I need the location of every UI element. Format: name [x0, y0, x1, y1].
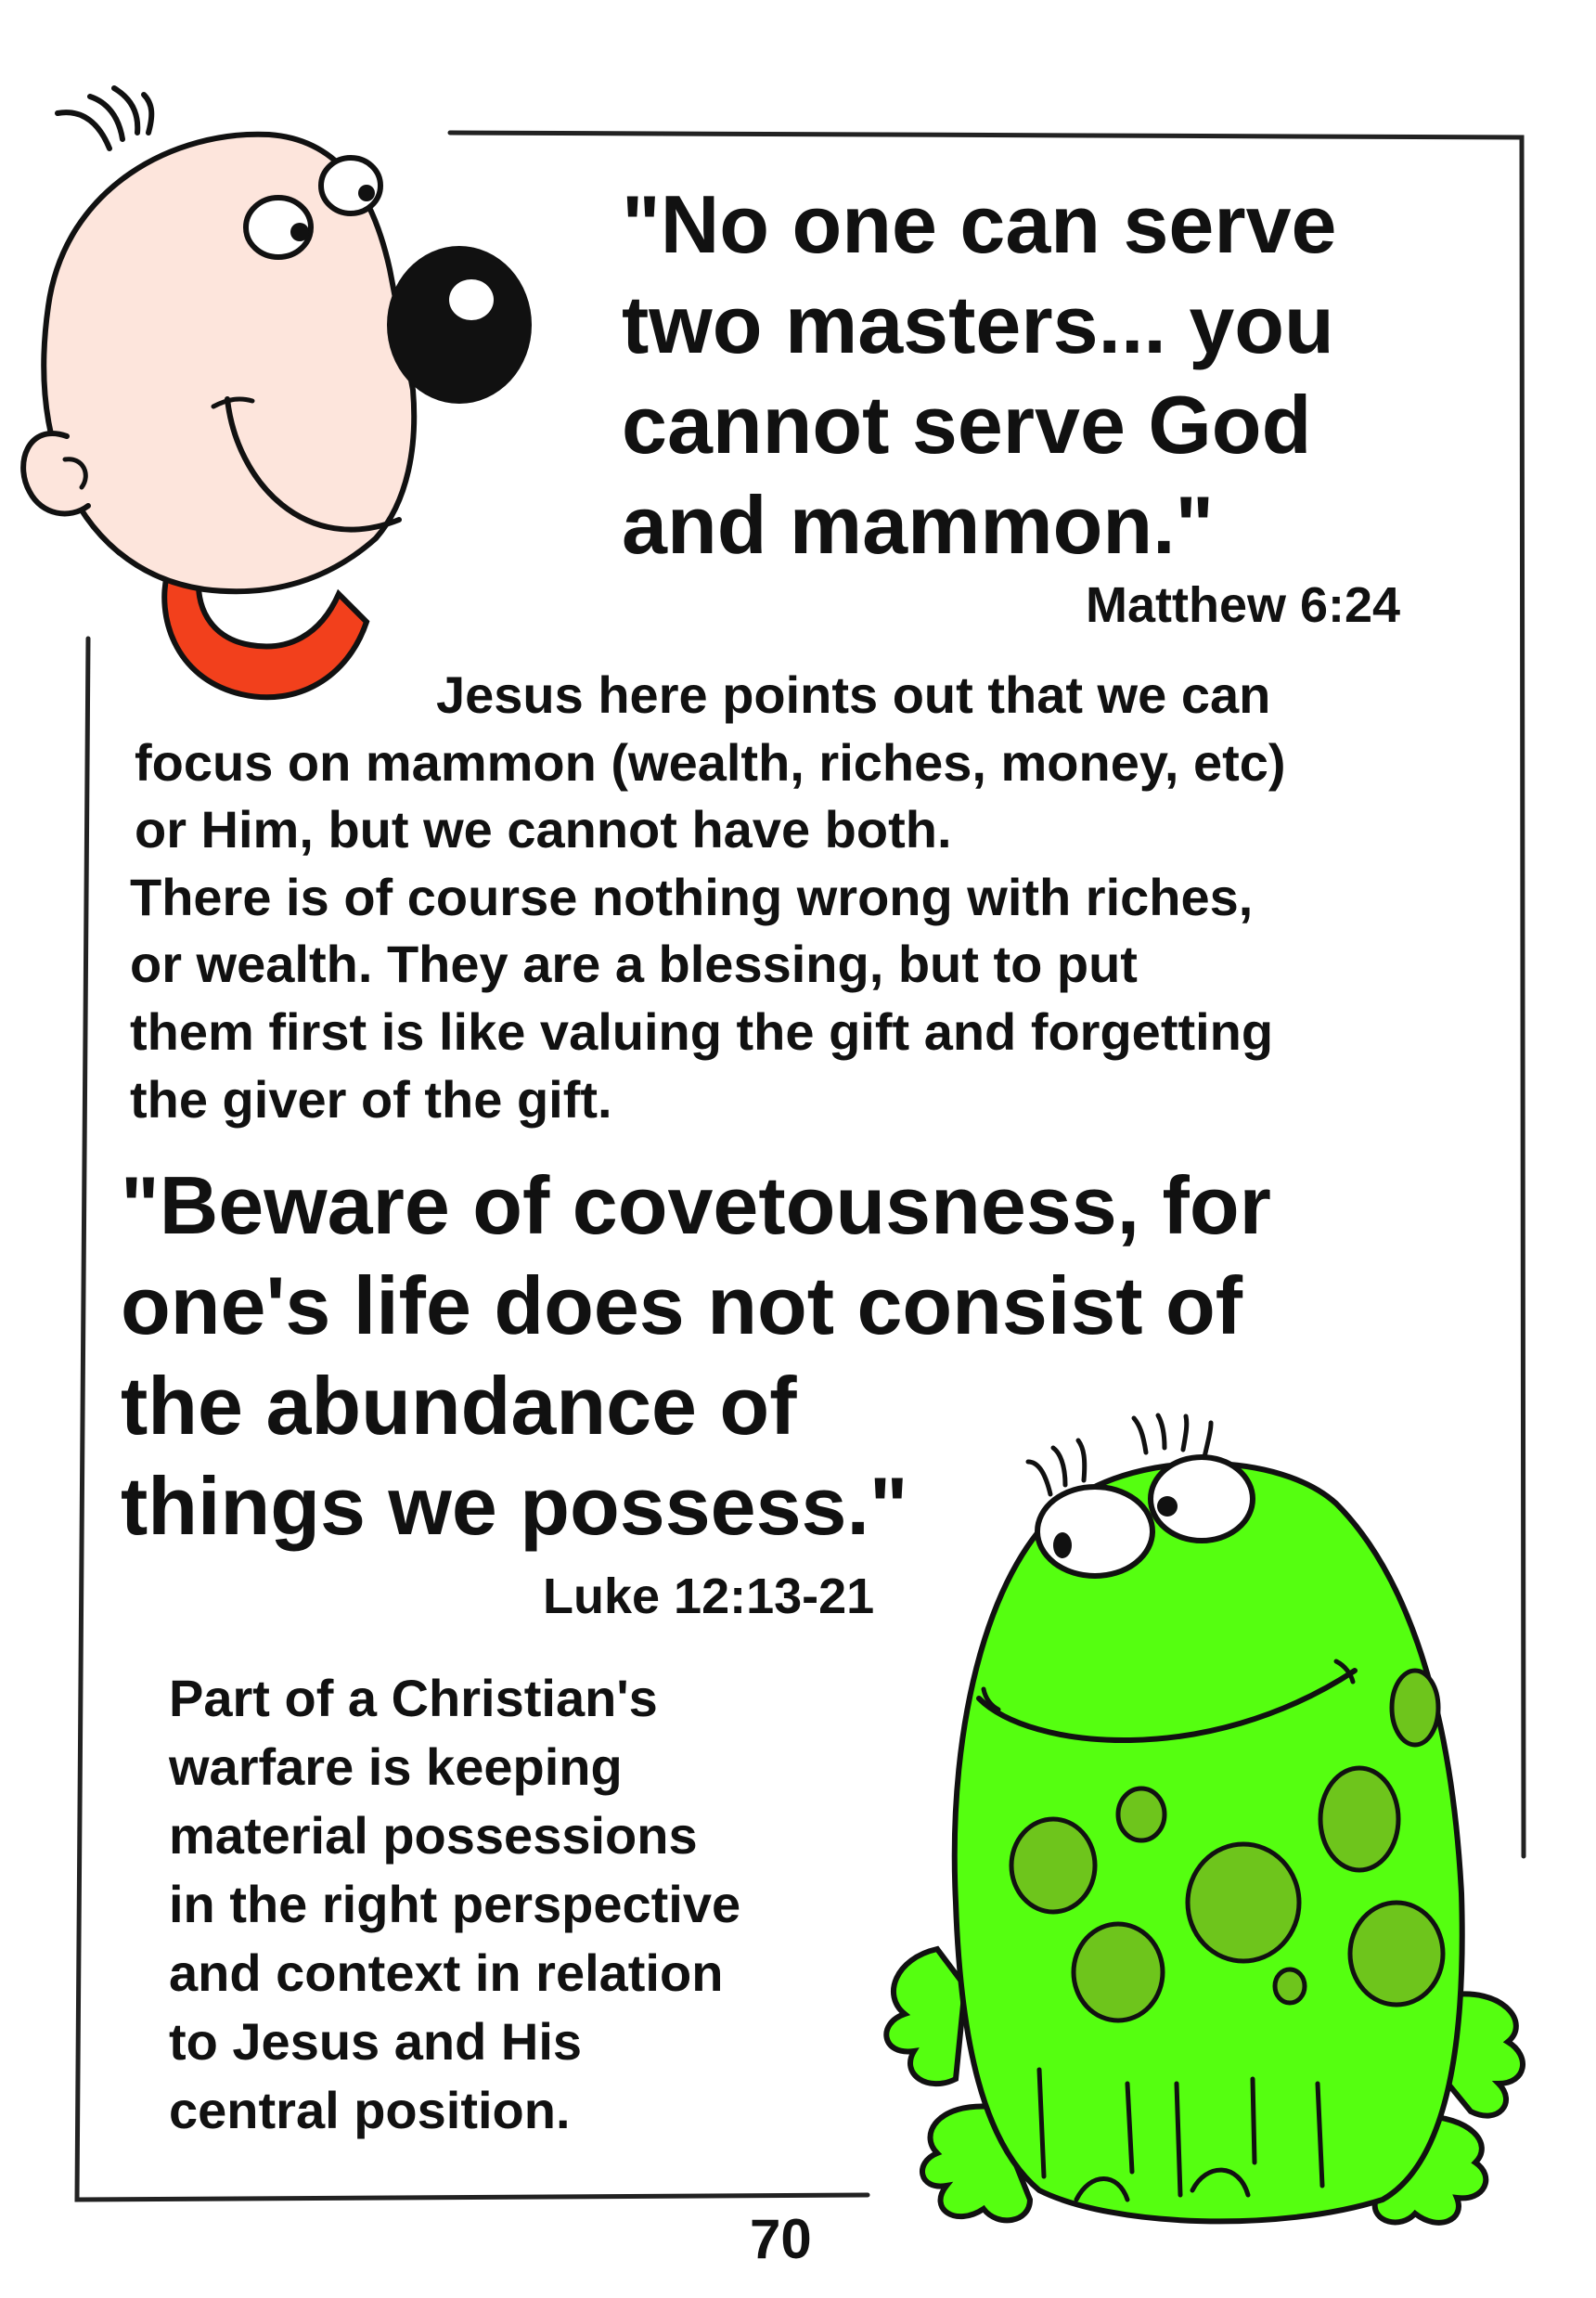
paragraph-line: or wealth. They are a blessing, but to put [130, 935, 1138, 993]
page-number: 70 [750, 2208, 812, 2270]
paragraph-line: and context in relation [169, 1943, 724, 2002]
paragraph-line: the giver of the gift. [130, 1070, 612, 1129]
paragraph-line: central position. [169, 2081, 571, 2139]
paragraph-line: or Him, but we cannot have both. [135, 800, 952, 859]
quote-line: "No one can serve [622, 178, 1337, 270]
quote-luke [121, 1155, 1271, 1556]
paragraph-line: There is of course nothing wrong with riches, [130, 868, 1254, 926]
paragraph-line: them first is like valuing the gift and forgetting [130, 1002, 1274, 1061]
quote-reference-luke: Luke 12:13-21 [543, 1569, 875, 1624]
quote-line: "Beware of covetousness, for [121, 1159, 1271, 1251]
quote-line: and mammon." [622, 479, 1215, 571]
quote-line: cannot serve God [622, 379, 1312, 471]
paragraph-line: focus on mammon (wealth, riches, money, etc) [135, 733, 1286, 792]
paragraph-line: warfare is keeping [169, 1737, 623, 1796]
quote-line: two masters... you [622, 278, 1334, 370]
paragraph-line: Jesus here points out that we can [436, 665, 1271, 724]
quote-matthew [622, 174, 1336, 575]
paragraph-christian-warfare [169, 1664, 740, 2145]
quote-reference-matthew: Matthew 6:24 [1086, 577, 1401, 633]
paragraph-line: Part of a Christian's [169, 1669, 658, 1727]
quote-line: one's life does not consist of [121, 1259, 1243, 1351]
paragraph-line: in the right perspective [169, 1875, 741, 1933]
quote-line: things we possess." [121, 1460, 908, 1552]
paragraph-line: material possessions [169, 1806, 698, 1865]
paragraph-line: to Jesus and His [169, 2012, 583, 2071]
quote-line: the abundance of [121, 1360, 797, 1452]
